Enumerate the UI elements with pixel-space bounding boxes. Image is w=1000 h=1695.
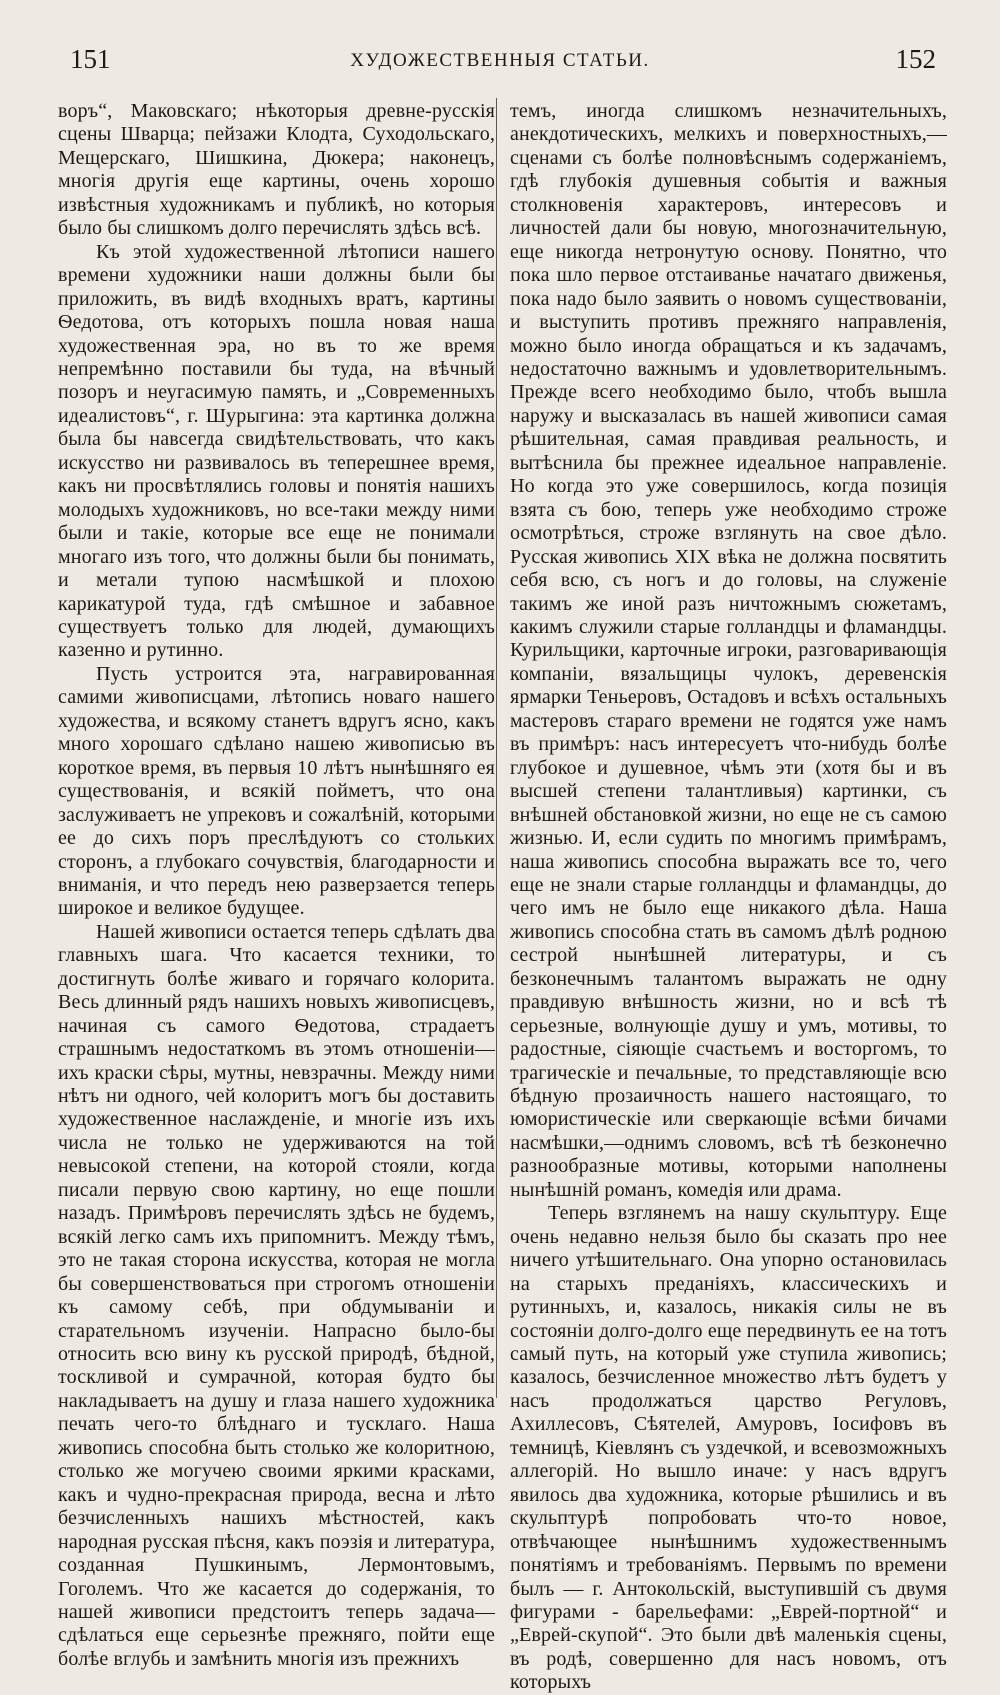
- page-number-left: 151: [70, 44, 111, 74]
- paragraph: Теперь взглянемъ на нашу скульптуру. Еще очень недавно нельзя было бы сказать про нее ничего утѣшительнаго. Она упорно остановилась на старыхъ преданіяхъ, классическихъ и рутинныхъ, и, казалось, никакія силы не въ состояніи долго-долго еще передвинуть ее на тотъ самый путь, на который уже ступила живопись; казалось, безчисленное множество лѣтъ будетъ у насъ продолжаться царство Регуловъ, Ахиллесовъ, Сѣятелей, Амуровъ, Іосифовъ въ темницѣ, Кіевлянъ съ уздечкой, и всевозможныхъ аллегорій. Но вышло иначе: у насъ вдругъ явилось два художника, которые рѣшились и въ скульптурѣ попробовать что-то новое, отвѣчающее нынѣшнимъ художественнымъ понятіямъ и требованіямъ. Первымъ по времени былъ — г. Антокольскій, выступившій съ двумя фигурами - барельефами: „Еврей-портной“ и „Еврей-скупой“. Это были двѣ маленькія сцены, въ родѣ, совершенно для насъ новомъ, отъ которыхъ: [510, 1202, 947, 1694]
- right-column: [510, 100, 947, 1695]
- paragraph: Къ этой художественной лѣтописи нашего времени художники наши должны были бы приложить, въ видѣ входныхъ вратъ, картины Ѳедотова, отъ которыхъ пошла новая наша художественная эра, но въ то же время непремѣнно поставили бы туда, на вѣчный позоръ и неугасимую память, и „Современныхъ идеалистовъ“, г. Шурыгина: эта картинка должна была бы навсегда свидѣтельствовать, что какъ искусство ни развивалось въ теперешнее время, какъ ни просвѣтлялись головы и понятія нашихъ молодыхъ художниковъ, но все-таки между ними были и такіе, которые все еще не понимали многаго изъ того, что должны были бы понимать, и метали тупою насмѣшкой и плохою карикатурой туда, гдѣ смѣшное и забавное существуетъ только для людей, думающихъ казенно и рутинно.: [58, 240, 495, 662]
- running-title: ХУДОЖЕСТВЕННЫЯ СТАТЬИ.: [350, 50, 650, 71]
- paragraph: Нашей живописи остается теперь сдѣлать два главныхъ шага. Что касается техники, то достигнуть болѣе живаго и горячаго колорита. Весь длинный рядъ нашихъ новыхъ живописцевъ, начиная съ самого Ѳедотова, страдаетъ страшнымъ недостаткомъ въ этомъ отношеніи—ихъ краски сѣры, мутны, невзрачны. Между ними нѣтъ ни одного, чей колоритъ могъ бы доставить художественное наслажденіе, и многіе изъ ихъ числа не только не удерживаются на той невысокой степени, на которой стояли, когда писали первую свою картину, но еще пошли назадъ. Примѣровъ перечислять здѣсь не будемъ, всякій легко самъ ихъ припомнитъ. Между тѣмъ, это не такая сторона искусства, которая не могла бы совершенствоваться при строгомъ отношеніи къ самому себѣ, при обдумываніи и старательномъ изученіи. Напрасно было-бы относить всю вину къ русской природѣ, бѣдной, тоскливой и сумрачной, которая будто бы накладываетъ на душу и глаза нашего художника печать чего-то блѣднаго и тусклаго. Наша живопись способна быть столько же колоритною, столько же могучею своими яркими красками, какъ и чудно-прекрасная природа, весна и лѣто безчисленныхъ нашихъ мѣстностей, какъ народная русская пѣсня, какъ поэзія и литература, созданная Пушкинымъ, Лермонтовымъ, Гоголемъ. Что же касается до содержанія, то нашей живописи предстоитъ теперь задача—сдѣлаться еще серьезнѣе прежняго, пойти еще болѣе вглубь и замѣнить многія изъ прежнихъ: [58, 920, 495, 1670]
- page-number-right: 152: [895, 44, 936, 74]
- page-header: [62, 40, 938, 80]
- column-divider: [496, 98, 497, 1398]
- left-column: [58, 100, 495, 1671]
- paragraph: темъ, иногда слишкомъ незначительныхъ, анекдотическихъ, мелкихъ и поверхностныхъ,—сценами съ болѣе полновѣснымъ содержаніемъ, гдѣ глубокія душевныя событія и важныя столкновенія характеровъ, интересовъ и личностей дали бы новую, многозначительную, еще никогда нетронутую основу. Понятно, что пока шло первое отстаиванье начатаго движенья, пока надо было заявить о новомъ существованіи, и выступить противъ прежняго направленія, можно было иногда обращаться и къ задачамъ, недостаточно важнымъ и удовлетворительнымъ. Прежде всего необходимо было, чтобъ вышла наружу и высказалась въ нашей живописи самая рѣшительная, самая правдивая реальность, и вытѣснила бы прежнее идеальное направленіе. Но когда это уже совершилось, когда позиція взята съ бою, теперь уже необходимо строже осмотрѣться, строже взглянуть на свое дѣло. Русская живопись XIX вѣка не должна посвятить себя всю, съ ногъ и до головы, на служеніе такимъ же иной разъ ничтожнымъ сюжетамъ, какимъ служили старые голландцы и фламандцы. Курильщики, карточные игроки, разговаривающія компаніи, вязальщицы чулокъ, деревенскія ярмарки Теньеровъ, Остадовъ и всѣхъ остальныхъ мастеровъ стараго времени не годятся уже намъ въ примѣръ: насъ интересуетъ что-нибудь болѣе глубокое и душевное, чѣмъ эти (хотя бы и въ высшей степени талантливыя) картинки, съ внѣшней обстановкой жизни, но еще не съ самою жизнью. И, если судить по многимъ примѣрамъ, наша живопись способна выражать все то, чего еще не знали старые голландцы и фламандцы, до чего имъ не было еще никакого дѣла. Наша живопись способна стать въ самомъ дѣлѣ родною сестрой нынѣшней литературы, и съ безконечнымъ талантомъ выражать не одну правдивую внѣшность жизни, но и всѣ тѣ серьезные, волнующіе душу и умъ, мотивы, то радостные, сіяющіе счастьемъ и восторгомъ, то трагическіе и печальные, то представляющіе всю бѣдную прозаичность нашего настоящаго, то юмористическіе или сверкающіе всѣми бичами насмѣшки,—однимъ словомъ, всѣ тѣ безконечно разнообразные мотивы, которыми наполнены нынѣшній романъ, комедія или драма.: [510, 100, 947, 1201]
- paragraph: воръ“, Маковскаго; нѣкоторыя древне-русскія сцены Шварца; пейзажи Клодта, Суходольскаго, Мещерскаго, Шишкина, Дюкера; наконецъ, многія другія еще картины, очень хорошо извѣстныя художникамъ и публикѣ, но которыя было бы слишкомъ долго перечислять здѣсь всѣ.: [58, 100, 495, 240]
- paragraph: Пусть устроится эта, награвированная самими живописцами, лѣтопись новаго нашего художества, и всякому станетъ вдругъ ясно, какъ много хорошаго сдѣлано нашею живописью въ короткое время, въ первыя 10 лѣтъ нынѣшняго ея существованія, и всякій пойметъ, что она заслуживаетъ не упрековъ и сожалѣній, которыми ее до сихъ поръ преслѣдуютъ со стольких сторонъ, а глубокаго сочувствія, благодарности и вниманія, и что передъ нею разверзается теперь широкое и великое будущее.: [58, 662, 495, 920]
